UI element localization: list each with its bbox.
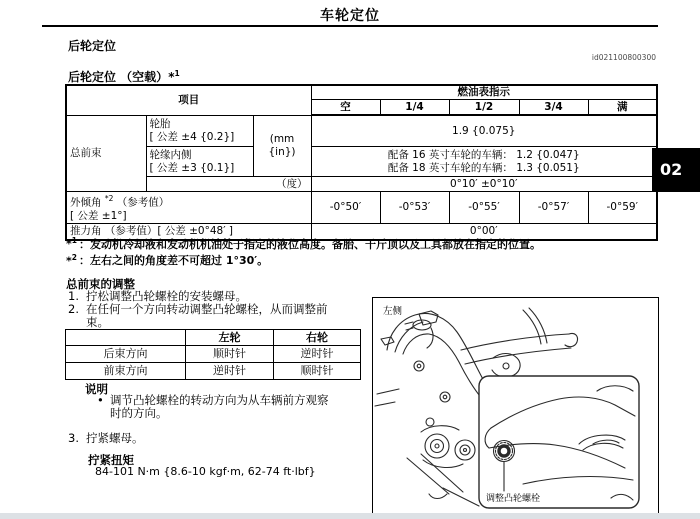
doc-id: id021100800300 xyxy=(591,53,656,62)
torque-heading: 拧紧扭矩 xyxy=(88,453,134,467)
camber-value-threequarter: -0°57′ xyxy=(519,192,588,224)
bottom-edge-strip xyxy=(0,513,700,519)
value-thrust-angle: 0°00′ xyxy=(311,224,657,241)
direction-header-left-wheel: 左轮 xyxy=(186,330,274,346)
fuel-level-threequarter: 3/4 xyxy=(519,100,588,116)
row-label-tire: 轮胎 [ 公差 ±4 {0.2}] xyxy=(146,115,253,147)
row-label-thrust-angle: 推力角 （参考值）[ 公差 ±0°48′ ] xyxy=(66,224,311,241)
fuel-level-half: 1/2 xyxy=(449,100,519,116)
page-title: 车轮定位 xyxy=(320,8,380,24)
direction-header-blank xyxy=(66,330,186,346)
footnotes xyxy=(66,234,541,267)
table-row: 后束方向 顺时针 逆时针 xyxy=(66,346,361,363)
chapter-tab-02[interactable]: 02 xyxy=(652,148,700,192)
adjustment-step-2: 2. 在任何一个方向转动调整凸轮螺栓，从而调整前束。 xyxy=(68,302,328,329)
suspension-drawing xyxy=(373,298,656,513)
suspension-illustration xyxy=(372,297,659,516)
value-tire-toe: 1.9 {0.075} xyxy=(311,115,657,147)
note-heading: 说明 xyxy=(85,382,108,396)
adjustment-heading: 总前束的调整 xyxy=(66,277,135,291)
fuel-level-quarter: 1/4 xyxy=(380,100,449,116)
note-bullet: • 调节凸轮螺栓的转动方向为从车辆前方观察时的方向。 xyxy=(97,393,329,420)
section-heading-rear-alignment: 后轮定位 xyxy=(68,39,117,53)
value-toe-degree: 0°10′ ±0°10′ xyxy=(311,177,657,192)
direction-header-right-wheel: 右轮 xyxy=(274,330,361,346)
table-row: 前束方向 逆时针 顺时针 xyxy=(66,363,361,380)
footnote-1: *$^1$ ：发动机冷却液和发动机机油处于指定的液位高度。备胎、千斤顶以及工具都放在指定的位置。 xyxy=(66,236,541,251)
spec-header-fuel-gauge: 燃油表指示 xyxy=(311,85,657,100)
side-label: 左侧 xyxy=(383,306,403,317)
fuel-level-full: 满 xyxy=(588,100,657,116)
subsection-heading-unloaded: 后轮定位 （空载）*$^1$ xyxy=(68,69,180,84)
unit-mm-in: (mm {in}) xyxy=(253,115,311,177)
cam-bolt-callout: 调整凸轮螺栓 xyxy=(486,494,541,504)
adjustment-step-1: 1. 拧松调整凸轮螺栓的安装螺母。 xyxy=(68,289,247,303)
spec-header-item: 项目 xyxy=(66,85,311,115)
inset-box xyxy=(479,376,639,508)
bullet-icon: • xyxy=(97,393,104,407)
fuel-level-empty: 空 xyxy=(311,100,380,116)
torque-value: 84-101 N·m {8.6-10 kgf·m, 62-74 ft·lbf} xyxy=(95,465,316,478)
row-group-total-toe: 总前束 xyxy=(66,115,146,192)
camber-value-empty: -0°50′ xyxy=(311,192,380,224)
adjustment-step-3: 3. 拧紧螺母。 xyxy=(68,431,144,445)
footnote-2: *$^2$ ：左右之间的角度差不可超过 1°30′。 xyxy=(66,252,269,268)
direction-table xyxy=(65,329,361,380)
unit-degree: （度） xyxy=(146,177,311,192)
row-label-rim-inner: 轮缘内侧 [ 公差 ±3 {0.1}] xyxy=(146,147,253,177)
camber-value-quarter: -0°53′ xyxy=(380,192,449,224)
camber-value-full: -0°59′ xyxy=(588,192,657,224)
camber-value-half: -0°55′ xyxy=(449,192,519,224)
value-rim-toe: 配备 16 英寸车轮的车辆： 1.2 {0.047} 配备 18 英寸车轮的车辆： 1.3 {0.051} xyxy=(311,147,657,177)
row-label-camber: 外倾角 $^{*2}$ （参考值） [ 公差 ±1°] xyxy=(66,192,311,224)
title-divider xyxy=(42,25,658,27)
spec-table xyxy=(65,84,658,241)
